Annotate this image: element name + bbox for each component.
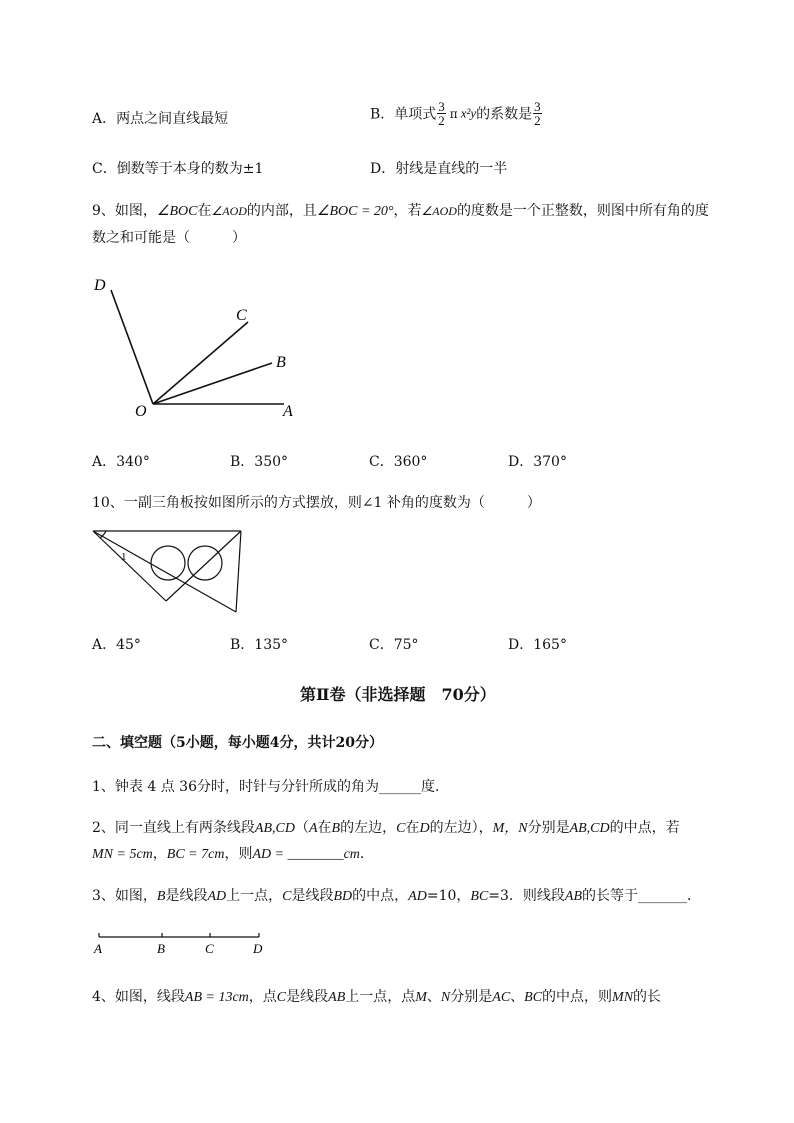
- q10-option-b: B．135°: [230, 637, 289, 653]
- q10-option-a: A．45°: [92, 637, 141, 653]
- q8-option-b-prefix: B．单项式: [370, 106, 437, 123]
- q9-label-a: A: [283, 403, 293, 420]
- q8-variable: x²y: [460, 105, 477, 121]
- q8-option-b-suffix: 的系数是: [476, 106, 533, 123]
- q10-angle-label: 1: [121, 551, 127, 563]
- fill-question-1: 1、钟表 4 点 36分时，时针与分针所成的角为______度．: [92, 779, 449, 795]
- q9-angle-figure: [88, 270, 308, 425]
- section-subtitle: 二、填空题（5小题，每小题4分，共计20分）: [92, 735, 383, 751]
- q9-stem-line2: 数之和可能是（ ）: [92, 230, 246, 246]
- q9-option-b: B．350°: [230, 454, 289, 470]
- q9-label-o: O: [135, 403, 147, 420]
- q9-option-a: A．340°: [92, 454, 150, 470]
- q9-option-c: C．360°: [369, 454, 428, 470]
- q8-option-b: [370, 100, 543, 127]
- q9-label-d: D: [94, 277, 106, 294]
- q8-pi: π: [449, 106, 458, 121]
- q8-fraction-1: $\frac{3}{2}$: [438, 99, 445, 128]
- section-title: 第Ⅱ卷（非选择题 70分）: [300, 685, 496, 704]
- fill-3-point-c: C: [205, 941, 214, 956]
- q9-option-d: D．370°: [508, 454, 567, 470]
- q8-option-c: C．倒数等于本身的数为±1: [92, 161, 264, 177]
- q8-option-d: D．射线是直线的一半: [370, 161, 508, 177]
- fill-3-point-b: B: [157, 941, 165, 956]
- q10-triangle-figure: [88, 525, 248, 617]
- q10-stem: 10、一副三角板按如图所示的方式摆放，则∠1 补角的度数为（ ）: [92, 495, 541, 511]
- q9-label-b: B: [276, 354, 286, 371]
- fill-question-4: 4、如图，线段AB = 13cm，点C是线段AB上一点，点M、N分别是AC、BC的中点，则MN的长: [92, 989, 662, 1005]
- fill-question-2-line2: MN = 5cm，BC = 7cm，则AD = ________cm．: [92, 846, 374, 862]
- fill-3-point-d: D: [253, 941, 263, 956]
- q8-fraction-2: $\frac{3}{2}$: [534, 99, 541, 128]
- q10-option-d: D．165°: [508, 637, 567, 653]
- q10-option-c: C．75°: [369, 637, 419, 653]
- fill-question-3: 3、如图，B是线段AD上一点，C是线段BD的中点，AD=10，BC=3．则线段AB的长等于_______．: [92, 888, 702, 904]
- fill-3-segment-figure: [90, 928, 270, 958]
- fill-question-2-line1: 2、同一直线上有两条线段AB,CD（A在B的左边，C在D的左边），M，N分别是AB,CD的中点，若: [92, 820, 680, 836]
- q9-label-c: C: [236, 307, 247, 324]
- q9-stem-line1: 9、如图，∠BOC在∠AOD的内部，且∠BOC = 20°，若∠AOD的度数是一个正整数，则图中所有角的度: [92, 203, 709, 219]
- q8-option-a: A．两点之间直线最短: [92, 111, 229, 127]
- fill-3-point-a: A: [94, 941, 102, 956]
